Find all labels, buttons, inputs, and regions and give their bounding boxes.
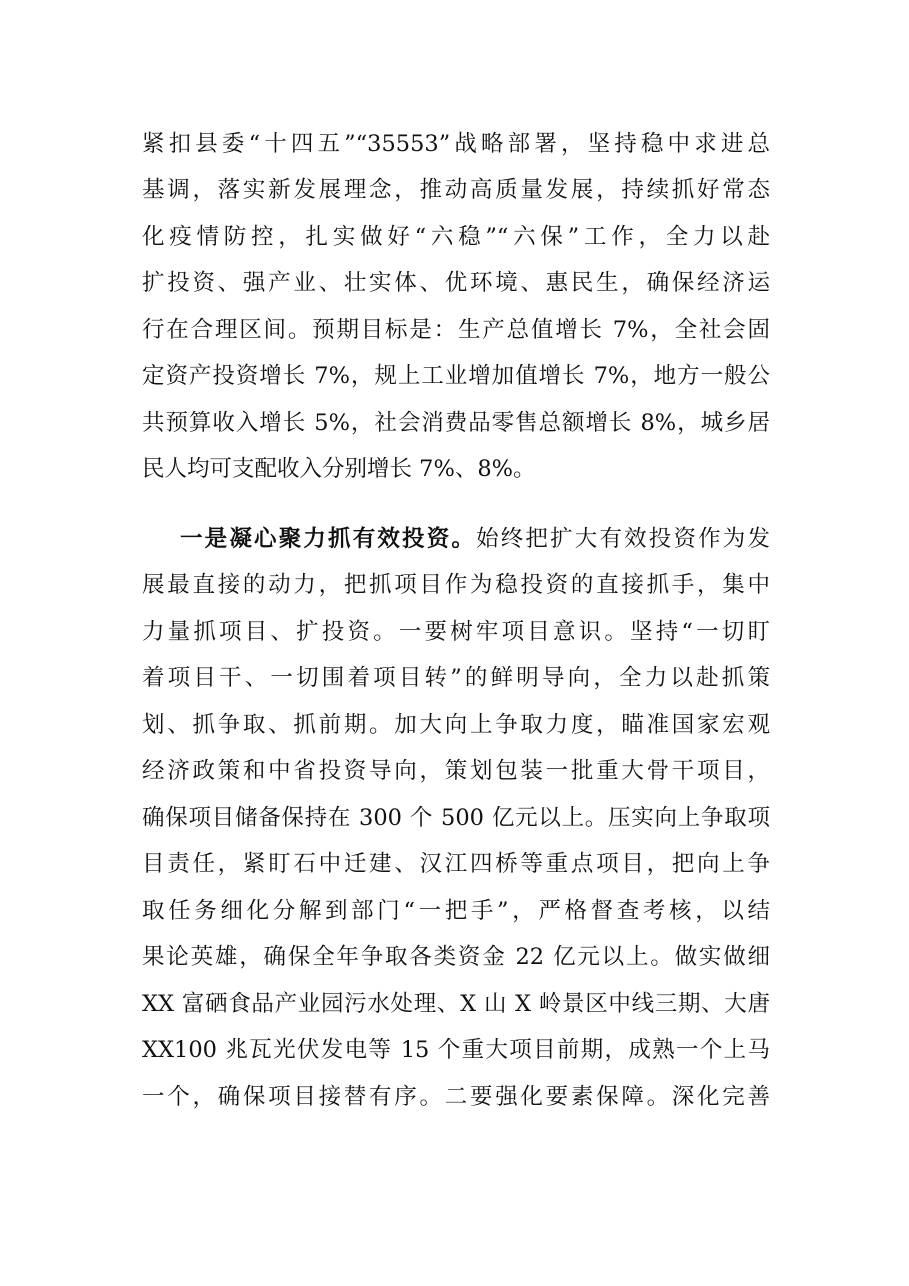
- paragraph-2-line-2: 展最直接的动力，把抓项目作为稳投资的直接抓手，集中: [142, 572, 770, 598]
- paragraph-1-line-8: 民人均可支配收入分别增长 7%、8%。: [142, 456, 536, 482]
- paragraph-2-line-9: 取任务细化分解到部门“一把手”，严格督查考核，以结: [142, 898, 770, 924]
- paragraph-1-line-1: 紧扣县委“十四五”“35553”战略部署，坚持稳中求进总: [142, 131, 770, 157]
- paragraph-2-line-5: 划、抓争取、抓前期。加大向上争取力度，瞄准国家宏观: [142, 712, 770, 738]
- paragraph-2-heading: 一是凝心聚力抓有效投资。: [180, 526, 477, 552]
- paragraph-2-first-line-text: 始终把扩大有效投资作为发: [476, 526, 770, 552]
- paragraph-2-line-12: XX100 兆瓦光伏发电等 15 个重大项目前期，成熟一个上马: [142, 1037, 770, 1063]
- paragraph-2-line-7: 确保项目储备保持在 300 个 500 亿元以上。压实向上争取项: [142, 805, 770, 831]
- paragraph-2-line-11: XX 富硒食品产业园污水处理、X 山 X 岭景区中线三期、大唐: [142, 991, 770, 1017]
- paragraph-2-line-6: 经济政策和中省投资导向，策划包装一批重大骨干项目，: [142, 758, 770, 784]
- paragraph-2-line-4: 着项目干、一切围着项目转”的鲜明导向，全力以赴抓策: [142, 665, 770, 691]
- paragraph-2-line-13: 一个，确保项目接替有序。二要强化要素保障。深化完善: [142, 1084, 770, 1110]
- paragraph-1-line-2: 基调，落实新发展理念，推动高质量发展，持续抓好常态: [142, 177, 770, 203]
- paragraph-1-line-6: 定资产投资增长 7%，规上工业增加值增长 7%，地方一般公: [142, 363, 770, 389]
- paragraph-2-line-10: 果论英雄，确保全年争取各类资金 22 亿元以上。做实做细: [142, 944, 770, 970]
- paragraph-2-line-8: 目责任，紧盯石中迁建、汉江四桥等重点项目，把向上争: [142, 851, 770, 877]
- paragraph-1-line-4: 扩投资、强产业、壮实体、优环境、惠民生，确保经济运: [142, 270, 770, 296]
- paragraph-1-line-5: 行在合理区间。预期目标是：生产总值增长 7%，全社会固: [142, 317, 770, 343]
- paragraph-2-line-3: 力量抓项目、扩投资。一要树牢项目意识。坚持“一切盯: [142, 619, 770, 645]
- paragraph-1-line-3: 化疫情防控，扎实做好“六稳”“六保”工作，全力以赴: [142, 224, 770, 250]
- paragraph-1-line-7: 共预算收入增长 5%，社会消费品零售总额增长 8%，城乡居: [142, 410, 770, 436]
- paragraph-2-line-1: [180, 515, 770, 563]
